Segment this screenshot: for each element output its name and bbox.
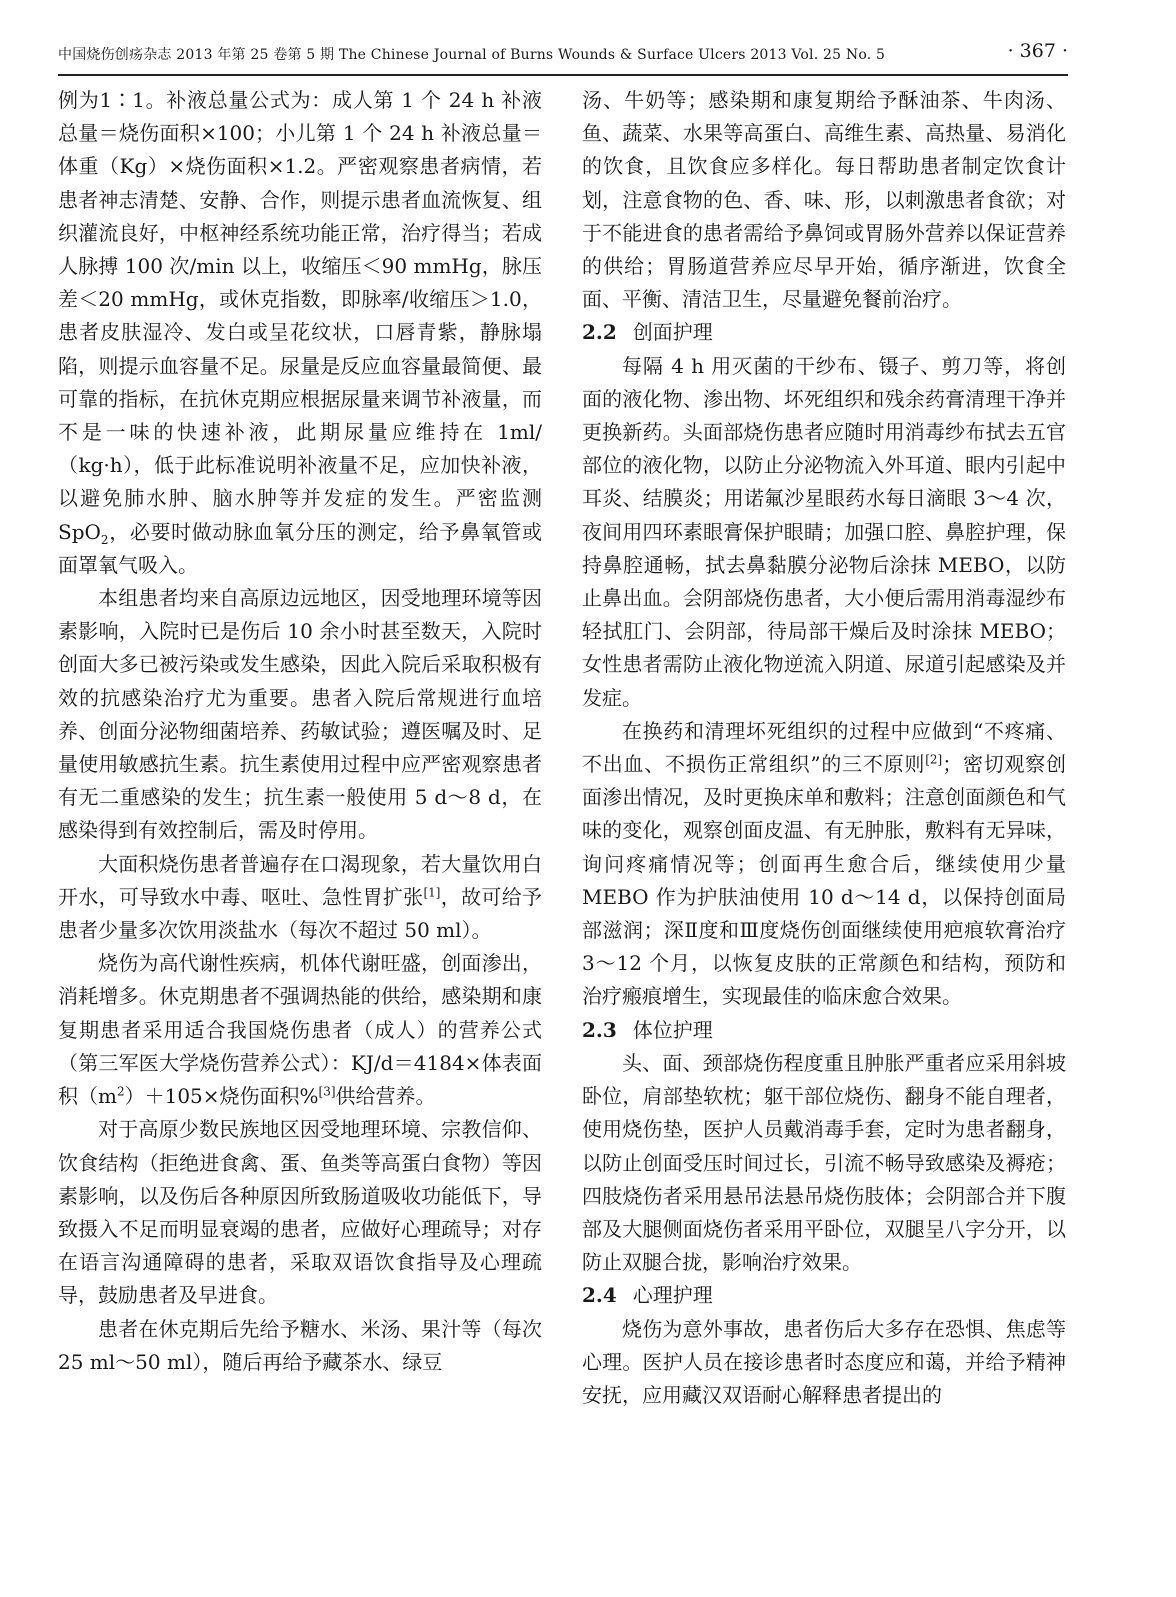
running-title: 中国烧伤创疡杂志 2013 年第 25 卷第 5 期 The Chinese Journal of Burns Wounds & Surface Ulcers 2013 Vol. 25 No. 5	[58, 47, 886, 63]
right-column	[582, 84, 1066, 1412]
paragraph: 烧伤为意外事故，患者伤后大多存在恐惧、焦虑等心理。医护人员在接诊患者时态度应和蔼，并给予精神安抚，应用藏汉双语耐心解释患者提出的	[582, 1316, 1066, 1407]
citation: [2]	[925, 752, 943, 767]
running-header	[58, 40, 1068, 76]
paragraph: 每隔 4 h 用灭菌的干纱布、镊子、剪刀等，将创面的液化物、渗出物、坏死组织和残余药膏清理干净并更换新药。头面部烧伤患者应随时用消毒纱布拭去五官部位的液化物，以防止分泌物流入外耳道、眼内引起中耳炎、结膜炎；用诺氟沙星眼药水每日滴眼 3～4 次，夜间用四环素眼膏保护眼睛；加强口腔、鼻腔护理，保持鼻腔通畅，拭去鼻黏膜分泌物后涂抹 MEBO，以防止鼻出血。会阴部烧伤患者，大小便后需用消毒湿纱布轻拭肛门、会阴部，待局部干燥后及时涂抹 MEBO；女性患者需防止液化物逆流入阴道、尿道引起感染及并发症。	[582, 353, 1066, 710]
paragraph: 在换药和清理坏死组织的过程中应做到“不疼痛、不出血、不损伤正常组织”的三不原则[2]；密切观察创面渗出情况，及时更换床单和敷料；注意创面颜色和气味的变化，观察创面皮温、有无肿胀，敷料有无异味，询问疼痛情况等；创面再生愈合后，继续使用少量 MEBO 作为护肤油使用 10 d～14 d，以保持创面局部滋润；深Ⅱ度和Ⅲ度烧伤创面继续使用疤痕软膏治疗 3～12 个月，以恢复皮肤的正常颜色和结构，预防和治疗瘢痕增生，实现最佳的临床愈合效果。	[582, 718, 1066, 1009]
section-heading-2-3: 2.3 体位护理	[582, 1017, 713, 1042]
paragraph: 头、面、颈部烧伤程度重且肿胀严重者应采用斜坡卧位，肩部垫软枕；躯干部位烧伤、翻身不能自理者，使用烧伤垫，医护人员戴消毒手套，定时为患者翻身，以防止创面受压时间过长，引流不畅导致感染及褥疮；四肢烧伤者采用悬吊法悬吊烧伤肢体；会阴部合并下腹部及大腿侧面烧伤者采用平卧位，双腿呈八字分开，以防止双腿合拢，影响治疗效果。	[582, 1050, 1066, 1275]
citation: [1]	[423, 885, 441, 900]
paragraph: 烧伤为高代谢性疾病，机体代谢旺盛，创面渗出，消耗增多。休克期患者不强调热能的供给，感染期和康复期患者采用适合我国烧伤患者（成人）的营养公式（第三军医大学烧伤营养公式）：KJ/d＝4184×体表面积$(m^2)+105\times$烧伤面积%[3]供给营养。	[58, 951, 542, 1109]
paragraph: 大面积烧伤患者普遍存在口渴现象，若大量饮用白开水，可导致水中毒、呕吐、急性胃扩张[1]，故可给予患者少量多次饮用淡盐水（每次不超过 50 ml）。	[58, 851, 543, 943]
left-column	[58, 84, 542, 1379]
paragraph: 例为1∶1。补液总量公式为：成人第 1 个 24 h 补液总量＝烧伤面积×100；小儿第 1 个 24 h 补液总量＝体重（Kg）×烧伤面积×1.2。严密观察患者病情，若患者神志清楚、安静、合作，则提示患者血流恢复、组织灌流良好，中枢神经系统功能正常，治疗得当；若成人脉搏 100 次/min 以上，收缩压＜90 mmHg，脉压差＜20 mmHg，或休克指数，即脉率/收缩压＞1.0，患者皮肤湿冷、发白或呈花纹状，口唇青紫，静脉塌陷，则提示血容量不足。尿量是反应血容量最简便、最可靠的指标，在抗休克期应根据尿量来调节补液量，而不是一味的快速补液，此期尿量应维持在 1ml/（kg·h），低于此标准说明补液量不足，应加快补液，以避免肺水肿、脑水肿等并发症的发生。严密监测 SpO$_2$，必要时做动脉血氧分压的测定，给予鼻氧管或面罩氧气吸入。	[58, 88, 542, 577]
paragraph: 汤、牛奶等；感染期和康复期给予酥油茶、牛肉汤、鱼、蔬菜、水果等高蛋白、高维生素、高热量、易消化的饮食，且饮食应多样化。每日帮助患者制定饮食计划，注意食物的色、香、味、形，以刺激患者食欲；对于不能进食的患者需给予鼻饲或胃肠外营养以保证营养的供给；胃肠道营养应尽早开始，循序渐进，饮食全面、平衡、清洁卫生，尽量避免餐前治疗。	[582, 88, 1066, 312]
paragraph: 对于高原少数民族地区因受地理环境、宗教信仰、饮食结构（拒绝进食禽、蛋、鱼类等高蛋白食物）等因素影响，以及伤后各种原因所致肠道吸收功能低下，导致摄入不足而明显衰竭的患者，应做好心理疏导；对存在语言沟通障碍的患者，采取双语饮食指导及心理疏导，鼓励患者及早进食。	[58, 1117, 542, 1308]
paragraph: 本组患者均来自高原边远地区，因受地理环境等因素影响，入院时已是伤后 10 余小时甚至数天，入院时创面大多已被污染或发生感染，因此入院后采取积极有效的抗感染治疗尤为重要。患者入院后常规进行血培养、创面分泌物细菌培养、药敏试验；遵医嘱及时、足量使用敏感抗生素。抗生素使用过程中应严密观察患者有无二重感染的发生；抗生素一般使用 5 d～8 d，在感染得到有效控制后，需及时停用。	[58, 586, 542, 843]
section-heading-2-4: 2.4 心理护理	[582, 1283, 713, 1308]
section-heading-2-2: 2.2 创面护理	[582, 320, 713, 345]
paragraph: 患者在休克期后先给予糖水、米汤、果汁等（每次 25 ml～50 ml），随后再给予藏茶水、绿豆	[58, 1316, 542, 1374]
page-number: · 367 ·	[1007, 40, 1068, 62]
citation: [3]	[318, 1084, 336, 1099]
